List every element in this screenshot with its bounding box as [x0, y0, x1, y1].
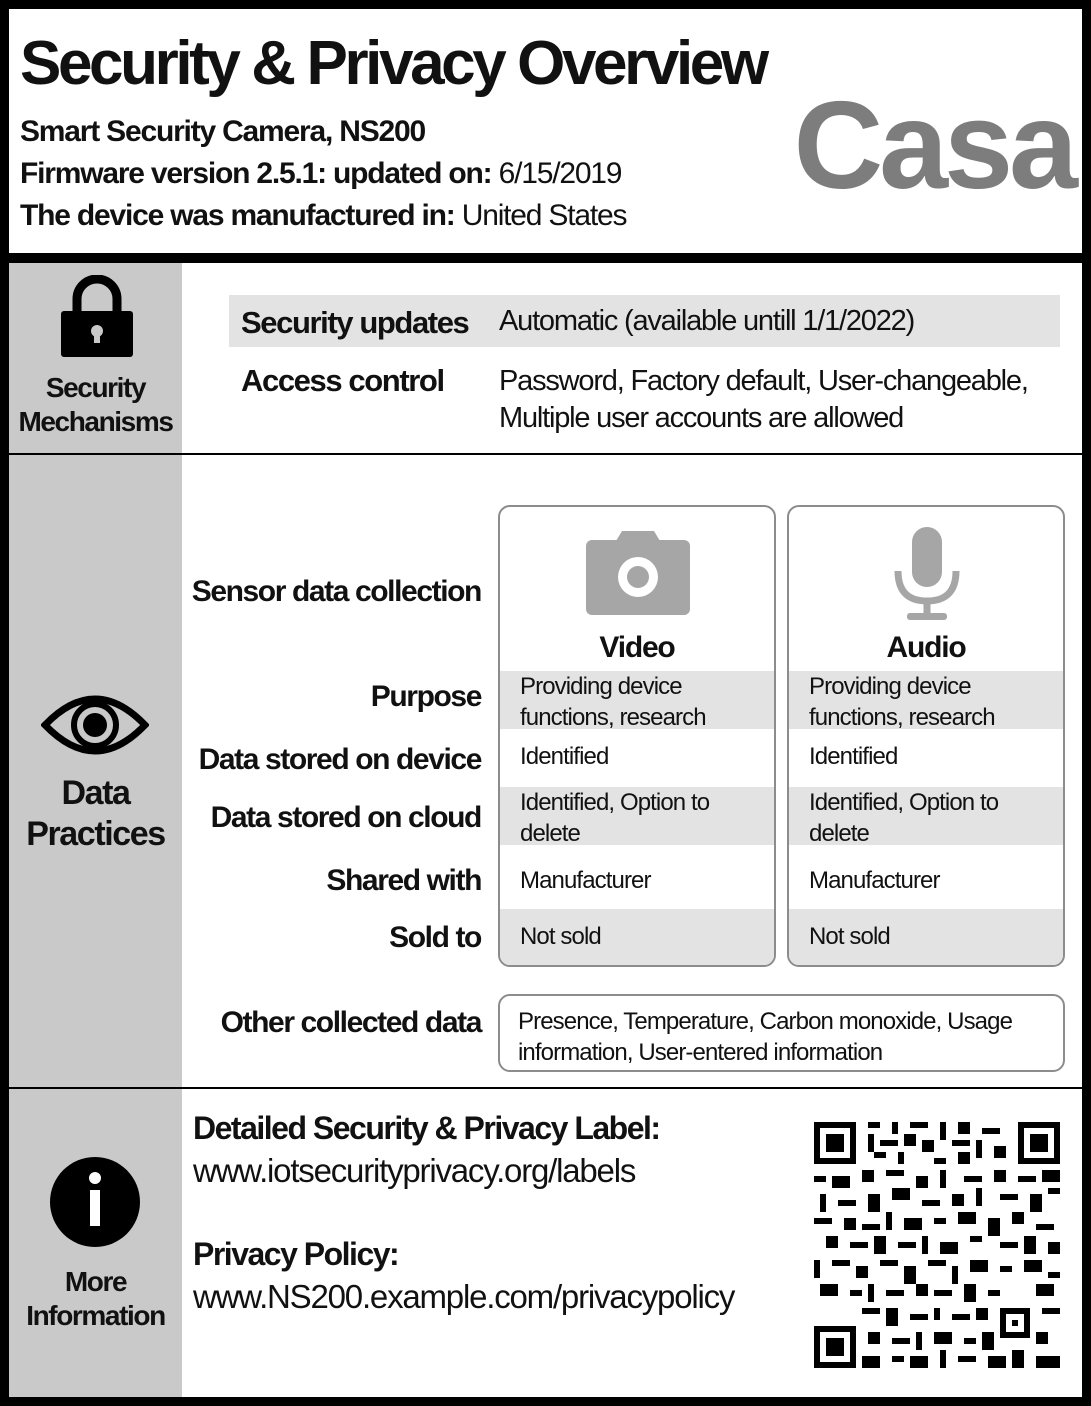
info-section-label: More Information: [26, 1266, 165, 1331]
header-divider: [9, 253, 1082, 263]
audio-shared-with: Manufacturer: [809, 867, 940, 894]
audio-stored-device: Identified: [809, 743, 898, 770]
manufactured-value: United States: [461, 199, 627, 232]
firmware-label: Firmware version 2.5.1: updated on:: [20, 157, 492, 190]
stored-device-label: Data stored on device: [198, 743, 481, 776]
video-shared-with: Manufacturer: [520, 867, 651, 894]
firmware-line: [20, 159, 621, 189]
detailed-label-heading: Detailed Security & Privacy Label:: [193, 1110, 660, 1146]
firmware-date: 6/15/2019: [498, 157, 622, 190]
microphone-icon: [893, 527, 961, 623]
device-name: Smart Security Camera, NS200: [20, 115, 425, 148]
qr-code-icon[interactable]: [814, 1122, 1060, 1368]
audio-sensor-card: [787, 505, 1065, 967]
other-collected-data-box: Presence, Temperature, Carbon monoxide, Usage information, User-entered information: [498, 994, 1065, 1072]
brand-logo: Casa: [793, 77, 1074, 215]
lock-icon: [59, 275, 135, 357]
video-stored-cloud: Identified, Option to delete: [500, 787, 774, 845]
camera-icon: [586, 531, 690, 615]
manufactured-label: The device was manufactured in:: [20, 199, 455, 232]
access-control-label: Access control: [241, 363, 444, 398]
video-stored-device: Identified: [520, 743, 609, 770]
audio-sensor-title: Audio: [886, 631, 966, 664]
audio-purpose: Providing device functions, research: [789, 671, 1063, 729]
other-data-label: Other collected data: [220, 1006, 481, 1039]
video-purpose: Providing device functions, research: [500, 671, 774, 729]
audio-sold-to: Not sold: [789, 909, 1063, 967]
security-section-label: Security Mechanisms: [18, 372, 173, 437]
data-side-panel: [9, 455, 182, 1087]
security-updates-value: Automatic (available untill 1/1/2022): [499, 305, 915, 337]
data-section-label: Data Practices: [26, 774, 165, 854]
manufactured-line: [20, 201, 626, 231]
shared-with-label: Shared with: [326, 864, 481, 897]
privacy-policy-link[interactable]: www.NS200.example.com/privacypolicy: [193, 1278, 735, 1315]
sold-to-label: Sold to: [389, 921, 481, 954]
access-control-row: [229, 355, 1060, 437]
eye-icon: [41, 689, 149, 761]
access-control-value: Password, Factory default, User-changeable, Multiple user accounts are allowed: [499, 365, 1028, 434]
audio-stored-cloud: Identified, Option to delete: [789, 787, 1063, 845]
video-sensor-card: [498, 505, 776, 967]
info-side-panel: [9, 1089, 182, 1397]
video-sensor-title: Video: [599, 631, 675, 664]
security-updates-row: [229, 295, 1060, 347]
sensor-collection-label: Sensor data collection: [191, 575, 481, 608]
privacy-policy-heading: Privacy Policy:: [193, 1236, 399, 1272]
video-sold-to: Not sold: [500, 909, 774, 967]
purpose-label: Purpose: [370, 680, 481, 713]
security-side-panel: [9, 263, 182, 453]
info-icon: [50, 1157, 140, 1247]
page-title: Security & Privacy Overview: [20, 29, 766, 98]
security-updates-label: Security updates: [241, 305, 469, 340]
label-header: [9, 9, 1082, 253]
detailed-label-link[interactable]: www.iotsecurityprivacy.org/labels: [193, 1152, 636, 1189]
stored-cloud-label: Data stored on cloud: [210, 801, 481, 834]
